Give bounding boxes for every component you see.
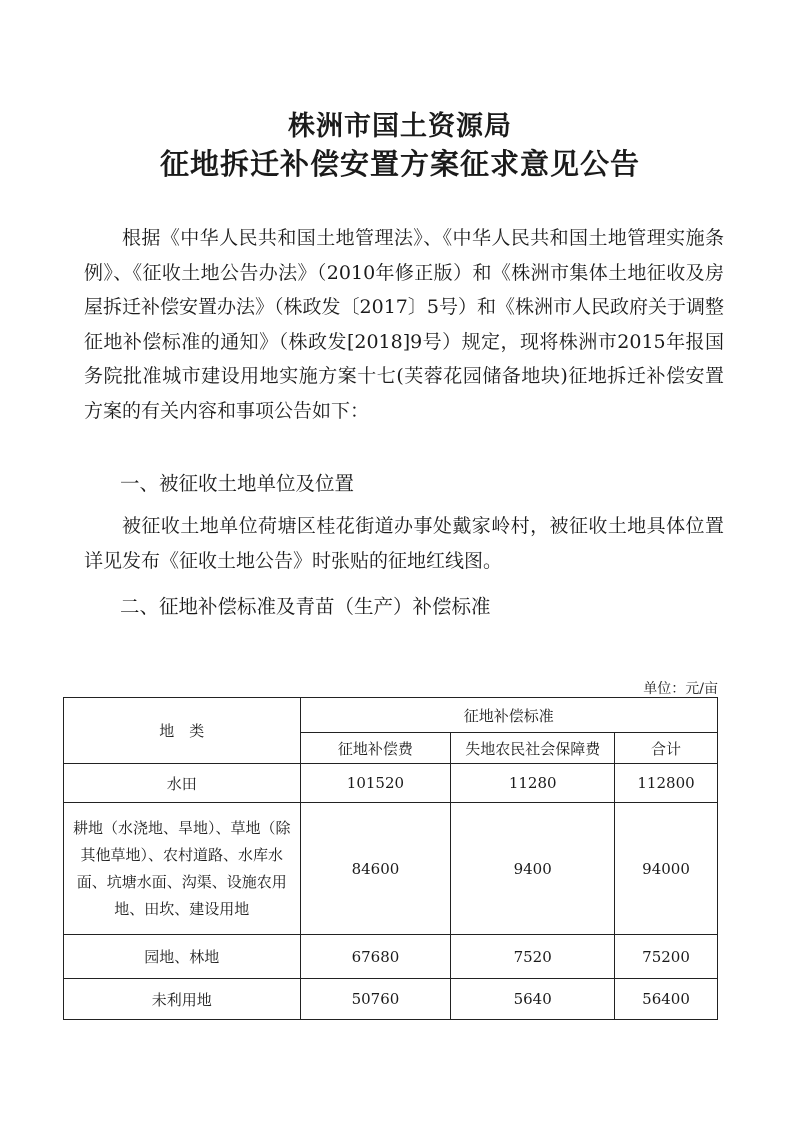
cell-fee: 84600 — [300, 803, 451, 935]
cell-fee: 67680 — [300, 935, 451, 979]
header-landtype: 地 类 — [64, 698, 301, 764]
section1-heading: 一、被征收土地单位及位置 — [120, 472, 355, 495]
cell-total: 94000 — [615, 803, 718, 935]
table-unit-label: 单位：元/亩 — [643, 681, 718, 697]
cell-security: 7520 — [451, 935, 615, 979]
header-security: 失地农民社会保障费 — [451, 733, 615, 764]
cell-total: 56400 — [615, 979, 718, 1020]
cell-security: 9400 — [451, 803, 615, 935]
document-title-line2: 征地拆迁补偿安置方案征求意见公告 — [159, 147, 640, 181]
section1-paragraph: 被征收土地单位荷塘区桂花街道办事处戴家岭村，被征收土地具体位置详见发布《征收土地公告》时张贴的征地红线图。 — [84, 515, 724, 572]
cell-landtype: 耕地（水浇地、旱地）、草地（除其他草地）、农村道路、水库水面、坑塘水面、沟渠、设施农用地、田坎、建设用地 — [64, 803, 301, 935]
cell-security: 5640 — [451, 979, 615, 1020]
compensation-table — [63, 697, 718, 1020]
table-header-row — [64, 698, 718, 733]
table-row — [64, 935, 718, 979]
intro-paragraph: 根据《中华人民共和国土地管理法》、《中华人民共和国土地管理实施条例》、《征收土地公告办法》（2010年修正版）和《株洲市集体土地征收及房屋拆迁补偿安置办法》（株政发〔2017〕5号）和《株洲市人民政府关于调整征地补偿标准的通知》（株政发[2018]9号）规定，现将株洲市2015年报国务院批准城市建设用地实施方案十七(芙蓉花园储备地块)征地拆迁补偿安置方案的有关内容和事项公告如下： — [84, 227, 724, 422]
header-standard-group: 征地补偿标准 — [300, 698, 717, 733]
cell-fee: 50760 — [300, 979, 451, 1020]
cell-fee: 101520 — [300, 764, 451, 803]
table-row — [64, 764, 718, 803]
cell-total: 112800 — [615, 764, 718, 803]
header-fee: 征地补偿费 — [300, 733, 451, 764]
cell-security: 11280 — [451, 764, 615, 803]
cell-landtype: 水田 — [64, 764, 301, 803]
table-row — [64, 803, 718, 935]
section2-heading: 二、征地补偿标准及青苗（生产）补偿标准 — [120, 595, 491, 618]
cell-landtype: 未利用地 — [64, 979, 301, 1020]
table-row — [64, 979, 718, 1020]
cell-total: 75200 — [615, 935, 718, 979]
header-total: 合计 — [615, 733, 718, 764]
document-title-line1: 株洲市国土资源局 — [288, 111, 512, 142]
cell-landtype: 园地、林地 — [64, 935, 301, 979]
